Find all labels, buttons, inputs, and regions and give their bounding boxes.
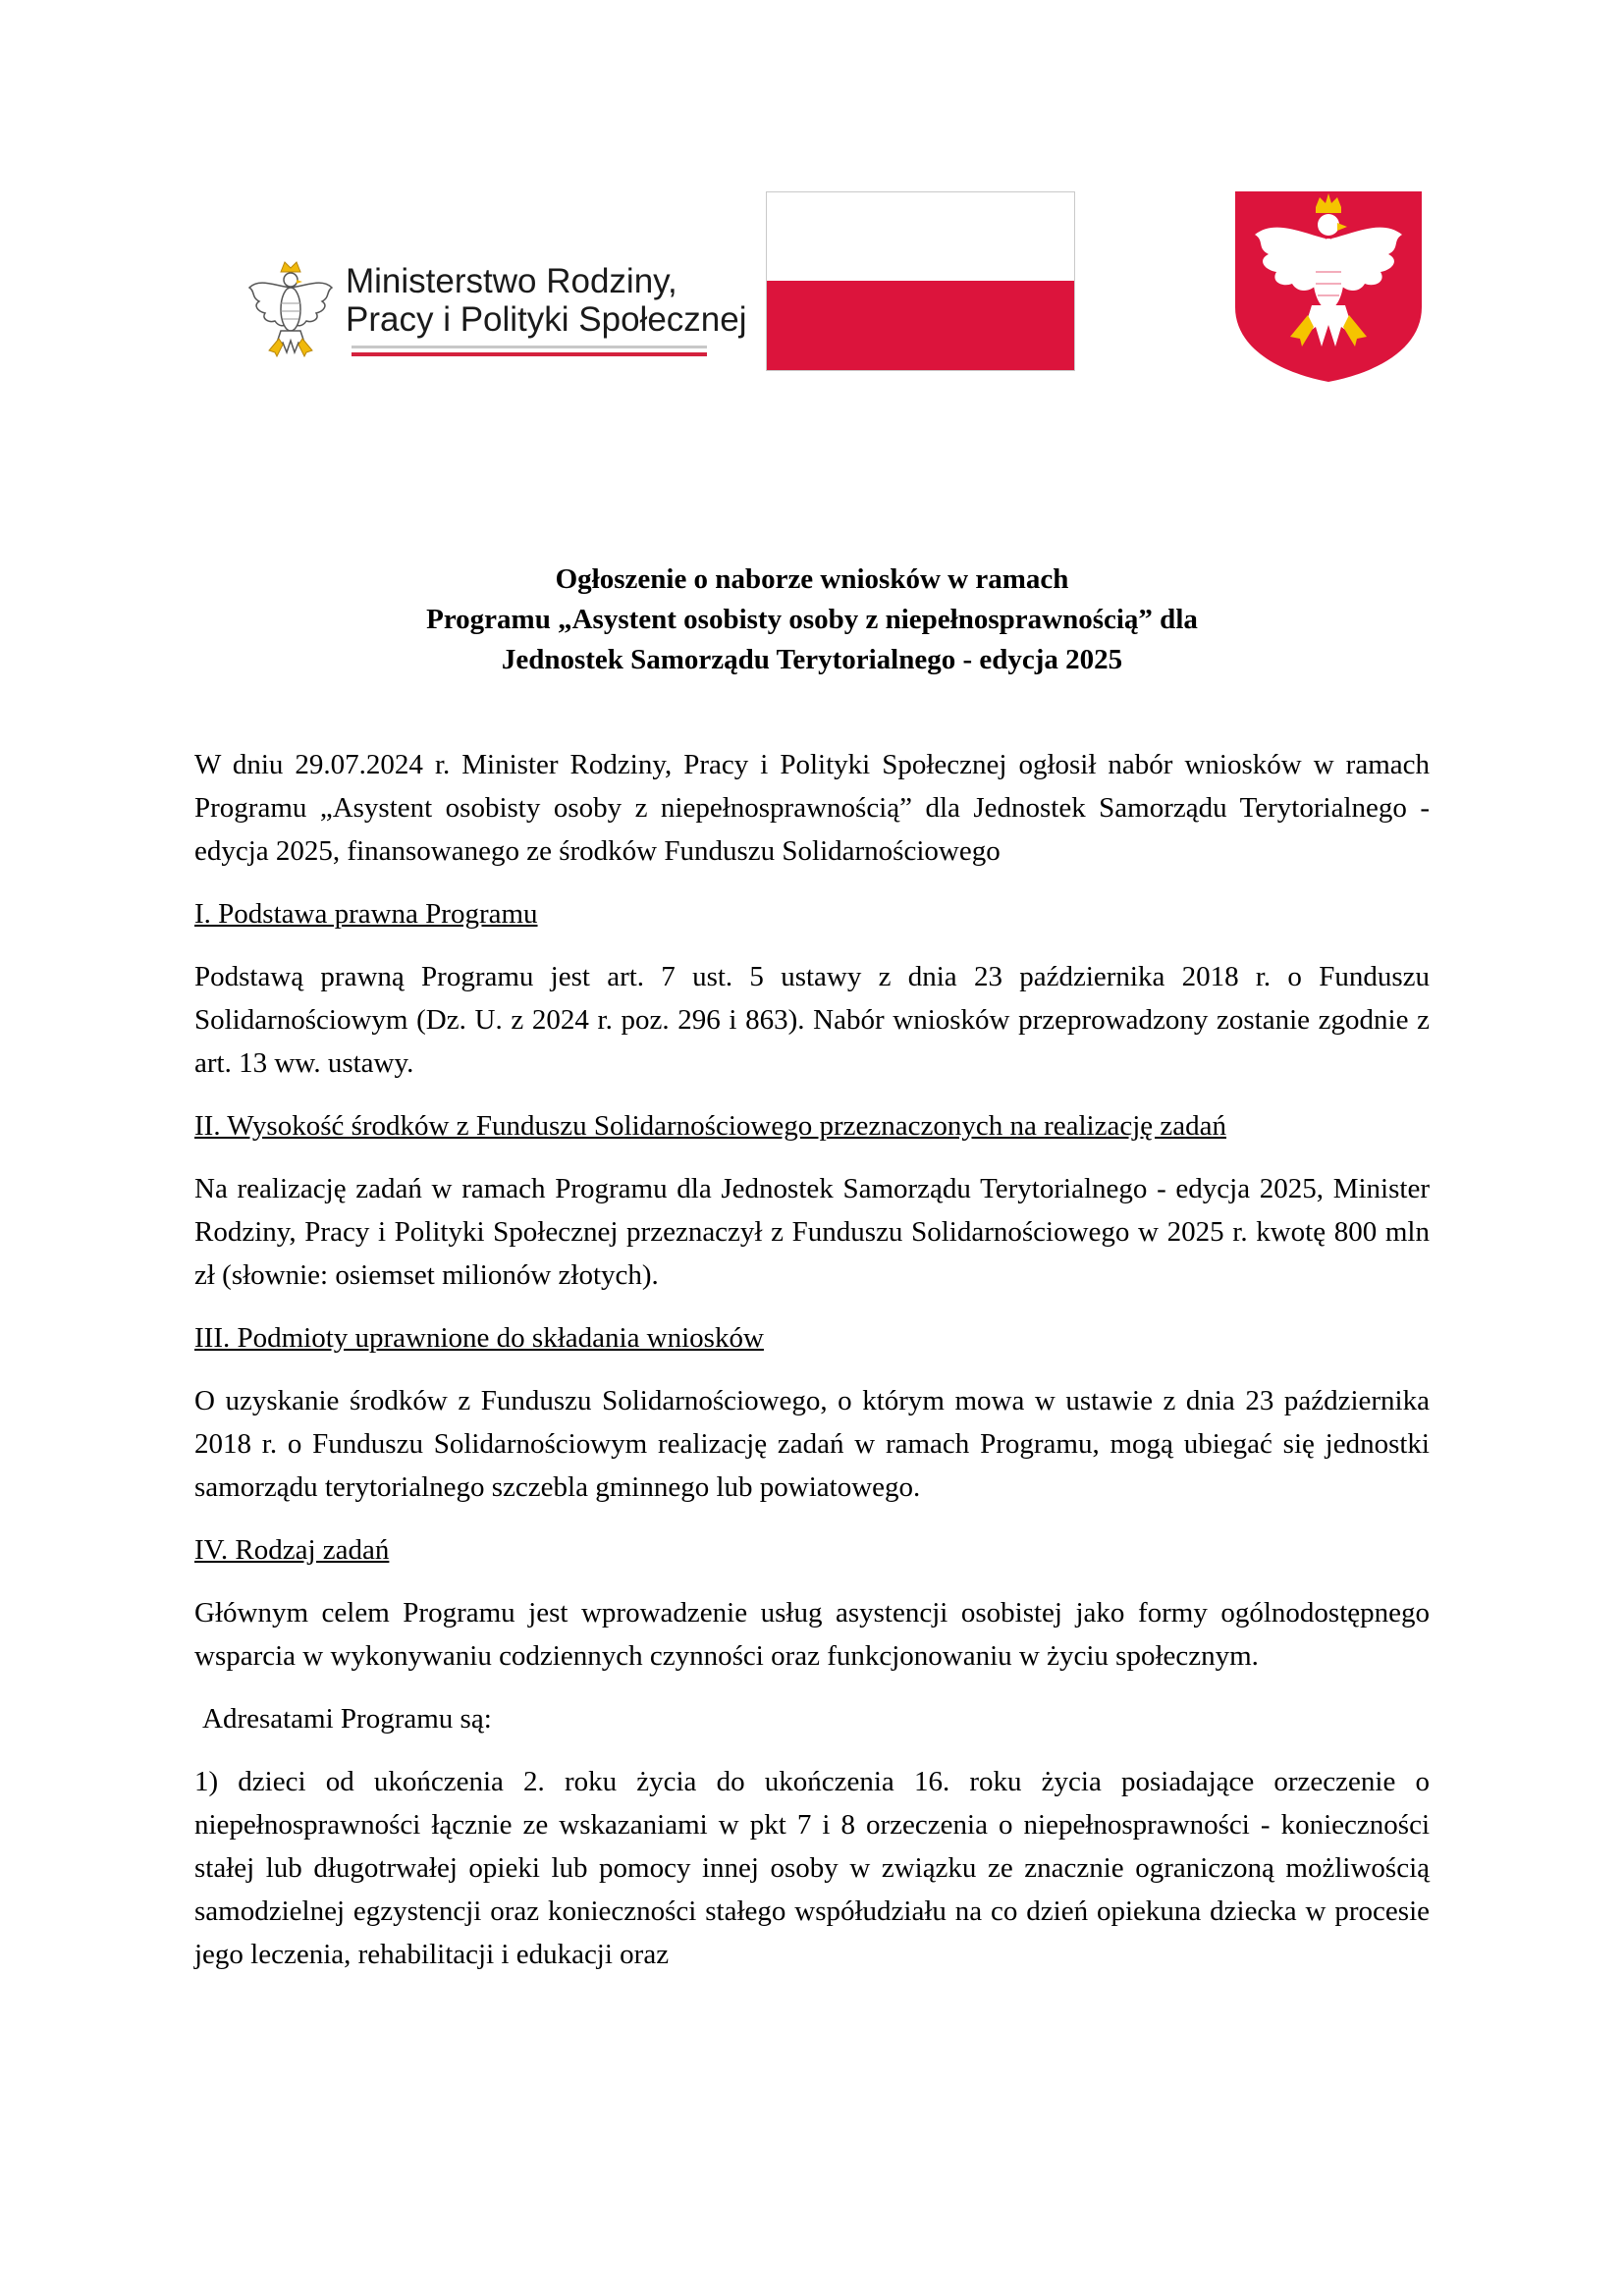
title-line-1: Ogłoszenie o naborze wniosków w ramach <box>555 563 1069 595</box>
section-heading-legal-basis: I. Podstawa prawna Programu <box>194 898 538 930</box>
addressees-label: Adresatami Programu są: <box>202 1703 492 1735</box>
section-text-legal-basis: Podstawą prawną Programu jest art. 7 ust. 5 ustawy z dnia 23 października 2018 r. o Funduszu Solidarnościowym (Dz. U. z 2024 r. poz. 296 i 863). Nabór wniosków przeprowadzony zostanie zgodnie z art. 13 ww. ustawy. <box>194 961 1430 1079</box>
title-line-3: Jednostek Samorządu Terytorialnego - edycja 2025 <box>501 644 1123 675</box>
intro-paragraph: W dniu 29.07.2024 r. Minister Rodziny, Pracy i Polityki Społecznej ogłosił nabór wniosków w ramach Programu „Asystent osobisty osoby z niepełnosprawnością” dla Jednostek Samorządu Terytorialnego - edycja 2025, finansowanego ze środków Funduszu Solidarnościowego <box>194 749 1430 867</box>
section-heading-task-type: IV. Rodzaj zadań <box>194 1534 390 1566</box>
document-title <box>194 560 1430 680</box>
section-text-funds: Na realizację zadań w ramach Programu dla Jednostek Samorządu Terytorialnego - edycja 2025, Minister Rodziny, Pracy i Polityki Społecznej przeznaczył z Funduszu Solidarnościowego w 2025 r. kwotę 800 mln zł (słownie: osiemset milionów złotych). <box>194 1173 1430 1291</box>
ministry-logo <box>245 250 747 368</box>
section-heading-eligible-entities: III. Podmioty uprawnione do składania wniosków <box>194 1322 764 1354</box>
flag-white-stripe <box>767 192 1074 281</box>
polish-flag <box>766 191 1075 371</box>
ministry-name-line1: Ministerstwo Rodziny, <box>346 262 677 300</box>
addressees-item-1: 1) dzieci od ukończenia 2. roku życia do ukończenia 16. roku życia posiadające orzeczenie o niepełnosprawności łącznie ze wskazaniami w pkt 7 i 8 orzeczenia o niepełnosprawności - konieczności stałej lub długotrwałej opieki lub pomocy innej osoby w związku ze znacznie ograniczoną możliwością samodzielnej egzystencji oraz konieczności stałego współudziału na co dzień opiekuna dziecka w procesie jego leczenia, rehabilitacji i edukacji oraz <box>194 1766 1430 1970</box>
section-text-task-type: Głównym celem Programu jest wprowadzenie usług asystencji osobistej jako formy ogólnodostępnego wsparcia w wykonywaniu codziennych czynności oraz funkcjonowaniu w życiu społecznym. <box>194 1597 1430 1672</box>
title-line-2: Programu „Asystent osobisty osoby z niepełnosprawnością” dla <box>426 604 1198 635</box>
ministry-name-line2: Pracy i Polityki Społecznej <box>346 300 747 339</box>
section-text-eligible-entities: O uzyskanie środków z Funduszu Solidarnościowego, o którym mowa w ustawie z dnia 23 października 2018 r. o Funduszu Solidarnościowym realizację zadań w ramach Programu, mogą ubiegać się jednostki samorządu terytorialnego szczebla gminnego lub powiatowego. <box>194 1385 1430 1503</box>
ministry-logo-rule <box>352 346 707 359</box>
flag-red-stripe <box>767 281 1074 370</box>
ministry-name <box>346 262 747 339</box>
polish-white-eagle-emblem-icon <box>1233 189 1424 384</box>
section-heading-funds: II. Wysokość środków z Funduszu Solidarnościowego przeznaczonych na realizację zadań <box>194 1110 1227 1142</box>
eagle-icon <box>245 258 336 364</box>
document-body <box>194 560 1430 1976</box>
document-header <box>0 0 1624 393</box>
